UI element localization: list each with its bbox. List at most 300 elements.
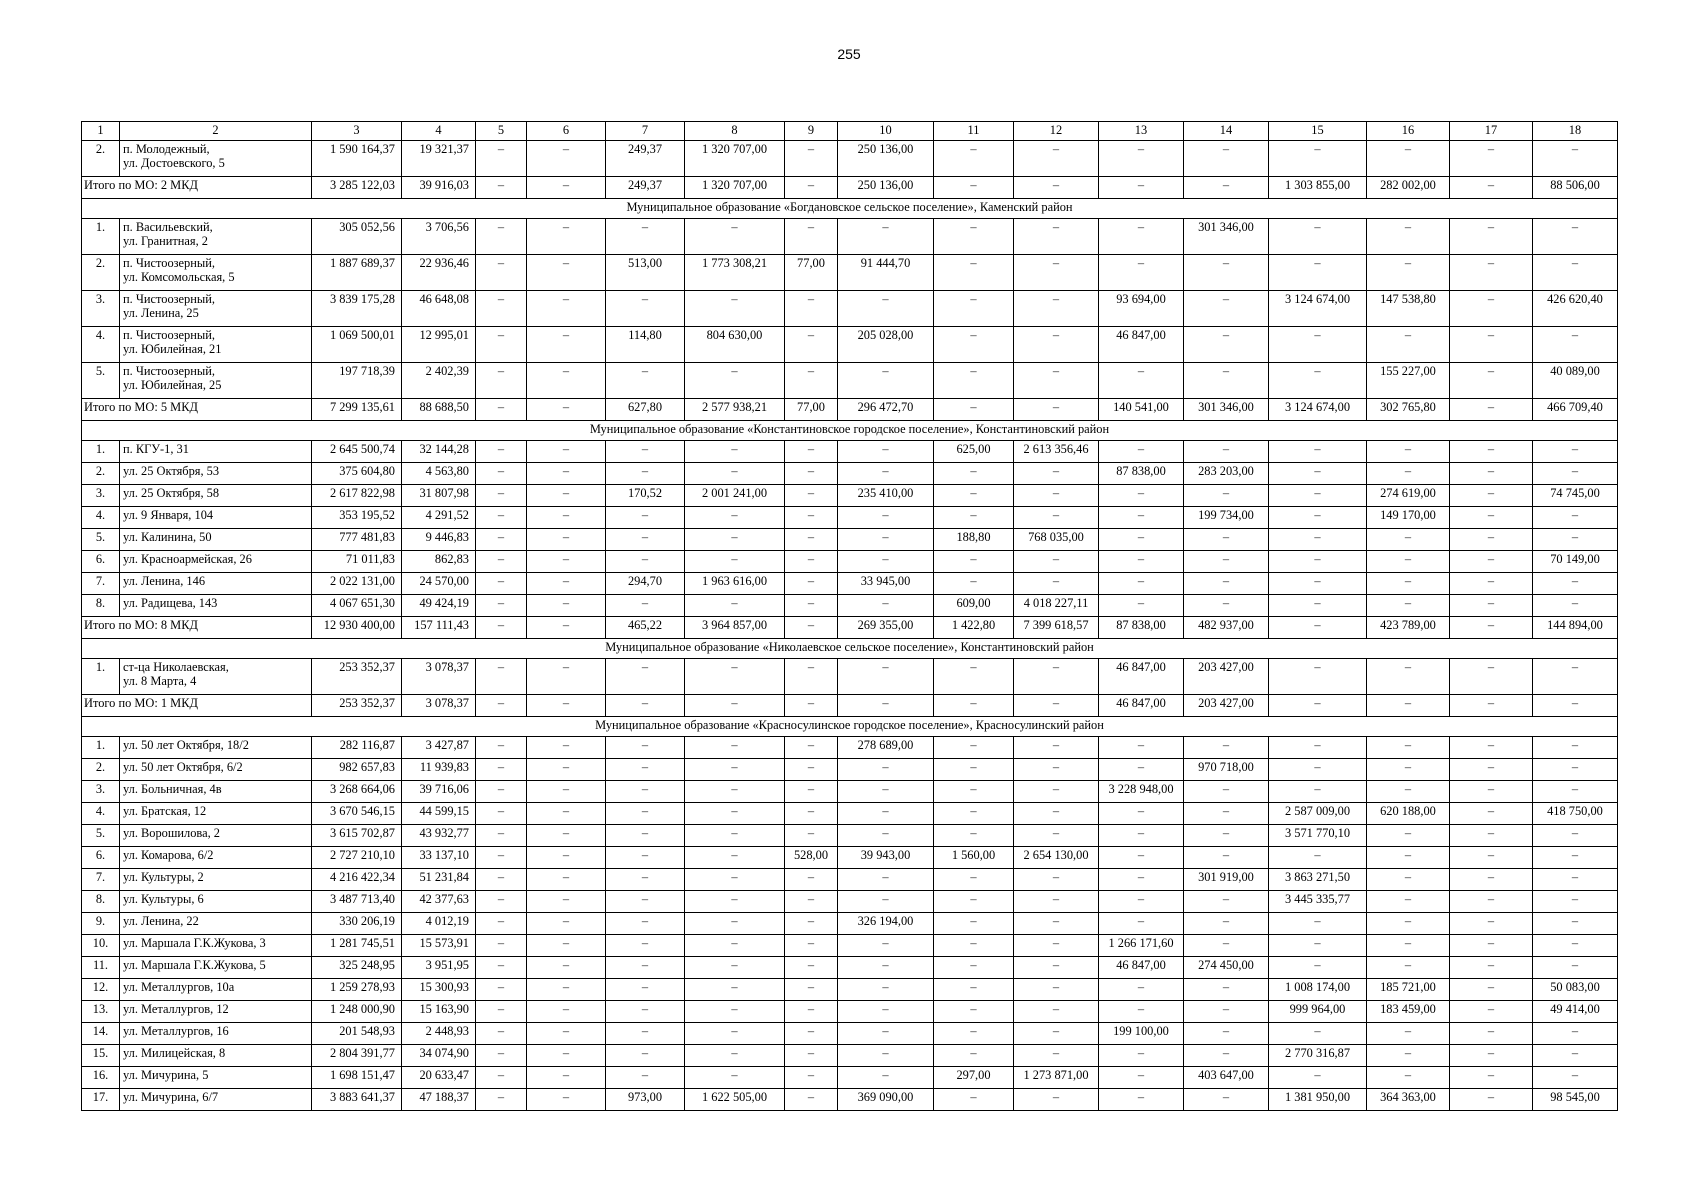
value-cell-col-5: – (476, 529, 527, 551)
value-cell-col-3: 3 285 122,03 (312, 177, 402, 199)
value-cell-col-14: – (1184, 891, 1269, 913)
address-cell (120, 1067, 312, 1089)
address-line: п. Васильевский, (123, 220, 213, 234)
address-cell (120, 441, 312, 463)
section-title: Муниципальное образование «Красносулинское городское поселение», Красносулинский район (82, 717, 1618, 737)
value-cell-col-7: 513,00 (606, 255, 685, 291)
column-header: 15 (1269, 122, 1367, 141)
value-cell-col-7: – (606, 957, 685, 979)
value-cell-col-8: – (685, 737, 785, 759)
address-line: п. Молодежный, (123, 142, 210, 156)
table-row (82, 935, 1618, 957)
address-cell (120, 219, 312, 255)
value-cell-col-5: – (476, 177, 527, 199)
column-header: 11 (934, 122, 1014, 141)
value-cell-col-10: – (838, 1067, 934, 1089)
value-cell-col-14: – (1184, 781, 1269, 803)
value-cell-col-13: – (1099, 1001, 1184, 1023)
table-row (82, 979, 1618, 1001)
table-row (82, 327, 1618, 363)
row-number: 7. (82, 869, 120, 891)
value-cell-col-15: – (1269, 463, 1367, 485)
value-cell-col-15: – (1269, 327, 1367, 363)
value-cell-col-7: 249,37 (606, 177, 685, 199)
table-row (82, 869, 1618, 891)
value-cell-col-17: – (1450, 847, 1533, 869)
value-cell-col-17: – (1450, 979, 1533, 1001)
table-row (82, 573, 1618, 595)
value-cell-col-13: 46 847,00 (1099, 659, 1184, 695)
value-cell-col-6: – (527, 1089, 606, 1111)
value-cell-col-3: 3 615 702,87 (312, 825, 402, 847)
table-row (82, 759, 1618, 781)
total-row (82, 399, 1618, 421)
value-cell-col-16: – (1367, 529, 1450, 551)
table-row (82, 659, 1618, 695)
value-cell-col-4: 47 188,37 (402, 1089, 476, 1111)
value-cell-col-16: 149 170,00 (1367, 507, 1450, 529)
value-cell-col-8: 2 001 241,00 (685, 485, 785, 507)
value-cell-col-8: – (685, 1001, 785, 1023)
value-cell-col-9: – (785, 573, 838, 595)
address-line: ул. 50 лет Октября, 18/2 (123, 738, 249, 752)
value-cell-col-11: 297,00 (934, 1067, 1014, 1089)
value-cell-col-18: – (1533, 891, 1618, 913)
value-cell-col-6: – (527, 803, 606, 825)
address-cell (120, 255, 312, 291)
value-cell-col-6: – (527, 291, 606, 327)
address-line: ул. Мичурина, 6/7 (123, 1090, 219, 1104)
value-cell-col-18: – (1533, 529, 1618, 551)
value-cell-col-17: – (1450, 363, 1533, 399)
address-line: ул. 9 Января, 104 (123, 508, 214, 522)
value-cell-col-14: – (1184, 737, 1269, 759)
value-cell-col-9: – (785, 803, 838, 825)
value-cell-col-14: – (1184, 825, 1269, 847)
value-cell-col-9: – (785, 1067, 838, 1089)
value-cell-col-13: – (1099, 737, 1184, 759)
value-cell-col-6: – (527, 1067, 606, 1089)
value-cell-col-13: – (1099, 141, 1184, 177)
value-cell-col-8: – (685, 291, 785, 327)
value-cell-col-10: – (838, 463, 934, 485)
value-cell-col-5: – (476, 913, 527, 935)
value-cell-col-18: – (1533, 913, 1618, 935)
value-cell-col-12: – (1014, 803, 1099, 825)
value-cell-col-12: 2 654 130,00 (1014, 847, 1099, 869)
row-number: 14. (82, 1023, 120, 1045)
value-cell-col-11: – (934, 759, 1014, 781)
value-cell-col-11: – (934, 781, 1014, 803)
value-cell-col-5: – (476, 141, 527, 177)
row-number: 4. (82, 327, 120, 363)
address-cell (120, 659, 312, 695)
value-cell-col-13: – (1099, 529, 1184, 551)
value-cell-col-8: 1 320 707,00 (685, 141, 785, 177)
total-row (82, 695, 1618, 717)
value-cell-col-13: 199 100,00 (1099, 1023, 1184, 1045)
value-cell-col-4: 15 163,90 (402, 1001, 476, 1023)
value-cell-col-18: – (1533, 659, 1618, 695)
value-cell-col-10: 205 028,00 (838, 327, 934, 363)
value-cell-col-3: 3 487 713,40 (312, 891, 402, 913)
value-cell-col-12: – (1014, 507, 1099, 529)
value-cell-col-7: – (606, 695, 685, 717)
value-cell-col-6: – (527, 507, 606, 529)
table-row (82, 463, 1618, 485)
value-cell-col-10: 296 472,70 (838, 399, 934, 421)
value-cell-col-9: – (785, 595, 838, 617)
value-cell-col-17: – (1450, 935, 1533, 957)
column-header: 5 (476, 122, 527, 141)
value-cell-col-4: 22 936,46 (402, 255, 476, 291)
table-row (82, 781, 1618, 803)
value-cell-col-9: – (785, 507, 838, 529)
value-cell-col-18: – (1533, 595, 1618, 617)
value-cell-col-16: – (1367, 891, 1450, 913)
value-cell-col-10: 250 136,00 (838, 141, 934, 177)
page-number: 255 (837, 46, 861, 62)
value-cell-col-15: – (1269, 529, 1367, 551)
value-cell-col-18: 70 149,00 (1533, 551, 1618, 573)
value-cell-col-7: – (606, 979, 685, 1001)
value-cell-col-9: – (785, 441, 838, 463)
value-cell-col-15: – (1269, 573, 1367, 595)
value-cell-col-3: 1 590 164,37 (312, 141, 402, 177)
value-cell-col-14: – (1184, 1089, 1269, 1111)
value-cell-col-3: 71 011,83 (312, 551, 402, 573)
value-cell-col-12: – (1014, 363, 1099, 399)
table-row (82, 957, 1618, 979)
row-number: 6. (82, 847, 120, 869)
data-table (81, 121, 1618, 1111)
value-cell-col-17: – (1450, 327, 1533, 363)
value-cell-col-16: – (1367, 781, 1450, 803)
value-cell-col-16: 147 538,80 (1367, 291, 1450, 327)
value-cell-col-5: – (476, 463, 527, 485)
address-cell (120, 979, 312, 1001)
address-cell (120, 869, 312, 891)
value-cell-col-4: 3 427,87 (402, 737, 476, 759)
value-cell-col-17: – (1450, 1067, 1533, 1089)
value-cell-col-12: – (1014, 573, 1099, 595)
value-cell-col-10: – (838, 1023, 934, 1045)
value-cell-col-13: – (1099, 441, 1184, 463)
value-cell-col-7: – (606, 441, 685, 463)
value-cell-col-10: 369 090,00 (838, 1089, 934, 1111)
address-line: ул. Комсомольская, 5 (123, 270, 235, 284)
value-cell-col-10: – (838, 825, 934, 847)
value-cell-col-9: – (785, 1045, 838, 1067)
value-cell-col-6: – (527, 695, 606, 717)
row-number: 12. (82, 979, 120, 1001)
value-cell-col-10: – (838, 759, 934, 781)
value-cell-col-11: – (934, 551, 1014, 573)
value-cell-col-17: – (1450, 1089, 1533, 1111)
value-cell-col-4: 20 633,47 (402, 1067, 476, 1089)
value-cell-col-8: – (685, 659, 785, 695)
value-cell-col-17: – (1450, 617, 1533, 639)
value-cell-col-12: 1 273 871,00 (1014, 1067, 1099, 1089)
value-cell-col-17: – (1450, 529, 1533, 551)
value-cell-col-3: 982 657,83 (312, 759, 402, 781)
address-cell (120, 1045, 312, 1067)
value-cell-col-9: – (785, 1001, 838, 1023)
value-cell-col-12: – (1014, 957, 1099, 979)
address-cell (120, 847, 312, 869)
value-cell-col-6: – (527, 363, 606, 399)
value-cell-col-15: 3 124 674,00 (1269, 291, 1367, 327)
value-cell-col-10: – (838, 441, 934, 463)
value-cell-col-7: – (606, 847, 685, 869)
value-cell-col-9: – (785, 869, 838, 891)
address-cell (120, 485, 312, 507)
value-cell-col-11: 1 422,80 (934, 617, 1014, 639)
value-cell-col-9: – (785, 551, 838, 573)
value-cell-col-18: – (1533, 869, 1618, 891)
value-cell-col-7: – (606, 891, 685, 913)
total-label: Итого по МО: 8 МКД (82, 617, 312, 639)
row-number: 8. (82, 595, 120, 617)
value-cell-col-12: 2 613 356,46 (1014, 441, 1099, 463)
value-cell-col-3: 375 604,80 (312, 463, 402, 485)
value-cell-col-15: – (1269, 617, 1367, 639)
value-cell-col-7: 249,37 (606, 141, 685, 177)
address-line: ул. Юбилейная, 21 (123, 342, 222, 356)
value-cell-col-14: 970 718,00 (1184, 759, 1269, 781)
value-cell-col-11: 188,80 (934, 529, 1014, 551)
table-row (82, 825, 1618, 847)
value-cell-col-12: – (1014, 891, 1099, 913)
value-cell-col-5: – (476, 737, 527, 759)
value-cell-col-8: – (685, 219, 785, 255)
value-cell-col-5: – (476, 327, 527, 363)
value-cell-col-5: – (476, 695, 527, 717)
section-row (82, 639, 1618, 659)
value-cell-col-9: – (785, 327, 838, 363)
value-cell-col-11: – (934, 327, 1014, 363)
value-cell-col-14: – (1184, 327, 1269, 363)
value-cell-col-7: 170,52 (606, 485, 685, 507)
value-cell-col-17: – (1450, 825, 1533, 847)
value-cell-col-3: 201 548,93 (312, 1023, 402, 1045)
value-cell-col-11: – (934, 803, 1014, 825)
value-cell-col-4: 33 137,10 (402, 847, 476, 869)
value-cell-col-8: – (685, 781, 785, 803)
table-row (82, 441, 1618, 463)
address-cell (120, 363, 312, 399)
value-cell-col-12: 4 018 227,11 (1014, 595, 1099, 617)
value-cell-col-8: – (685, 979, 785, 1001)
table-row (82, 507, 1618, 529)
value-cell-col-6: – (527, 759, 606, 781)
value-cell-col-7: 627,80 (606, 399, 685, 421)
row-number: 2. (82, 141, 120, 177)
value-cell-col-7: – (606, 803, 685, 825)
value-cell-col-3: 197 718,39 (312, 363, 402, 399)
value-cell-col-13: 140 541,00 (1099, 399, 1184, 421)
value-cell-col-18: – (1533, 759, 1618, 781)
value-cell-col-5: – (476, 399, 527, 421)
value-cell-col-15: – (1269, 485, 1367, 507)
value-cell-col-15: 3 863 271,50 (1269, 869, 1367, 891)
value-cell-col-14: 199 734,00 (1184, 507, 1269, 529)
address-cell (120, 463, 312, 485)
value-cell-col-14: – (1184, 595, 1269, 617)
value-cell-col-8: 1 622 505,00 (685, 1089, 785, 1111)
value-cell-col-13: – (1099, 595, 1184, 617)
row-number: 1. (82, 737, 120, 759)
value-cell-col-3: 305 052,56 (312, 219, 402, 255)
value-cell-col-17: – (1450, 737, 1533, 759)
value-cell-col-8: – (685, 1067, 785, 1089)
value-cell-col-8: – (685, 551, 785, 573)
value-cell-col-16: – (1367, 695, 1450, 717)
value-cell-col-13: – (1099, 979, 1184, 1001)
value-cell-col-7: – (606, 551, 685, 573)
address-line: п. Чистоозерный, (123, 364, 215, 378)
value-cell-col-18: 50 083,00 (1533, 979, 1618, 1001)
value-cell-col-15: – (1269, 737, 1367, 759)
row-number: 4. (82, 507, 120, 529)
value-cell-col-5: – (476, 291, 527, 327)
value-cell-col-15: – (1269, 659, 1367, 695)
value-cell-col-7: – (606, 913, 685, 935)
value-cell-col-8: – (685, 913, 785, 935)
row-number: 1. (82, 219, 120, 255)
value-cell-col-13: – (1099, 891, 1184, 913)
section-title: Муниципальное образование «Николаевское сельское поселение», Константиновский район (82, 639, 1618, 659)
value-cell-col-10: – (838, 781, 934, 803)
value-cell-col-17: – (1450, 551, 1533, 573)
address-line: п. КГУ-1, 31 (123, 442, 189, 456)
value-cell-col-5: – (476, 979, 527, 1001)
value-cell-col-13: – (1099, 803, 1184, 825)
total-row (82, 617, 1618, 639)
value-cell-col-13: 46 847,00 (1099, 695, 1184, 717)
value-cell-col-5: – (476, 1023, 527, 1045)
value-cell-col-10: 250 136,00 (838, 177, 934, 199)
value-cell-col-3: 777 481,83 (312, 529, 402, 551)
value-cell-col-11: – (934, 979, 1014, 1001)
value-cell-col-5: – (476, 803, 527, 825)
value-cell-col-17: – (1450, 957, 1533, 979)
value-cell-col-3: 282 116,87 (312, 737, 402, 759)
value-cell-col-18: – (1533, 1023, 1618, 1045)
value-cell-col-5: – (476, 659, 527, 695)
value-cell-col-13: – (1099, 507, 1184, 529)
value-cell-col-11: – (934, 255, 1014, 291)
value-cell-col-3: 2 645 500,74 (312, 441, 402, 463)
value-cell-col-6: – (527, 255, 606, 291)
row-number: 5. (82, 363, 120, 399)
address-line: ул. 25 Октября, 58 (123, 486, 220, 500)
value-cell-col-8: – (685, 463, 785, 485)
value-cell-col-10: 91 444,70 (838, 255, 934, 291)
value-cell-col-5: – (476, 781, 527, 803)
address-line: ул. Комарова, 6/2 (123, 848, 214, 862)
table-row (82, 737, 1618, 759)
value-cell-col-4: 15 300,93 (402, 979, 476, 1001)
value-cell-col-6: – (527, 957, 606, 979)
value-cell-col-15: – (1269, 141, 1367, 177)
value-cell-col-17: – (1450, 595, 1533, 617)
value-cell-col-6: – (527, 327, 606, 363)
address-line: п. Чистоозерный, (123, 292, 215, 306)
value-cell-col-14: – (1184, 141, 1269, 177)
value-cell-col-8: – (685, 847, 785, 869)
address-line: ул. Культуры, 2 (123, 870, 204, 884)
column-header: 18 (1533, 122, 1618, 141)
value-cell-col-6: – (527, 595, 606, 617)
value-cell-col-6: – (527, 825, 606, 847)
value-cell-col-7: – (606, 1045, 685, 1067)
section-title: Муниципальное образование «Константиновское городское поселение», Константиновский район (82, 421, 1618, 441)
value-cell-col-17: – (1450, 399, 1533, 421)
address-line: ул. Братская, 12 (123, 804, 207, 818)
value-cell-col-18: – (1533, 781, 1618, 803)
value-cell-col-7: 114,80 (606, 327, 685, 363)
value-cell-col-16: – (1367, 327, 1450, 363)
column-header: 13 (1099, 122, 1184, 141)
value-cell-col-15: 999 964,00 (1269, 1001, 1367, 1023)
value-cell-col-5: – (476, 825, 527, 847)
value-cell-col-13: – (1099, 485, 1184, 507)
value-cell-col-4: 3 078,37 (402, 659, 476, 695)
value-cell-col-11: – (934, 463, 1014, 485)
value-cell-col-13: 1 266 171,60 (1099, 935, 1184, 957)
value-cell-col-6: – (527, 1001, 606, 1023)
value-cell-col-17: – (1450, 695, 1533, 717)
value-cell-col-9: 77,00 (785, 399, 838, 421)
row-number: 17. (82, 1089, 120, 1111)
value-cell-col-3: 1 281 745,51 (312, 935, 402, 957)
value-cell-col-7: – (606, 463, 685, 485)
value-cell-col-14: – (1184, 913, 1269, 935)
value-cell-col-18: – (1533, 695, 1618, 717)
value-cell-col-9: – (785, 1023, 838, 1045)
value-cell-col-12: – (1014, 759, 1099, 781)
value-cell-col-4: 46 648,08 (402, 291, 476, 327)
table-row (82, 485, 1618, 507)
value-cell-col-18: – (1533, 219, 1618, 255)
value-cell-col-11: – (934, 363, 1014, 399)
row-number: 1. (82, 659, 120, 695)
value-cell-col-18: 418 750,00 (1533, 803, 1618, 825)
value-cell-col-7: – (606, 529, 685, 551)
value-cell-col-13: – (1099, 177, 1184, 199)
value-cell-col-3: 3 268 664,06 (312, 781, 402, 803)
value-cell-col-8: – (685, 507, 785, 529)
value-cell-col-3: 3 670 546,15 (312, 803, 402, 825)
value-cell-col-18: 98 545,00 (1533, 1089, 1618, 1111)
value-cell-col-3: 4 216 422,34 (312, 869, 402, 891)
value-cell-col-17: – (1450, 659, 1533, 695)
value-cell-col-4: 88 688,50 (402, 399, 476, 421)
value-cell-col-13: – (1099, 573, 1184, 595)
address-line: ул. Металлургов, 10а (123, 980, 235, 994)
address-cell (120, 141, 312, 177)
value-cell-col-8: – (685, 935, 785, 957)
value-cell-col-7: – (606, 1001, 685, 1023)
address-line: ст-ца Николаевская, (123, 660, 229, 674)
value-cell-col-17: – (1450, 1045, 1533, 1067)
value-cell-col-18: – (1533, 957, 1618, 979)
column-header: 3 (312, 122, 402, 141)
value-cell-col-12: – (1014, 913, 1099, 935)
value-cell-col-4: 39 916,03 (402, 177, 476, 199)
value-cell-col-12: – (1014, 659, 1099, 695)
